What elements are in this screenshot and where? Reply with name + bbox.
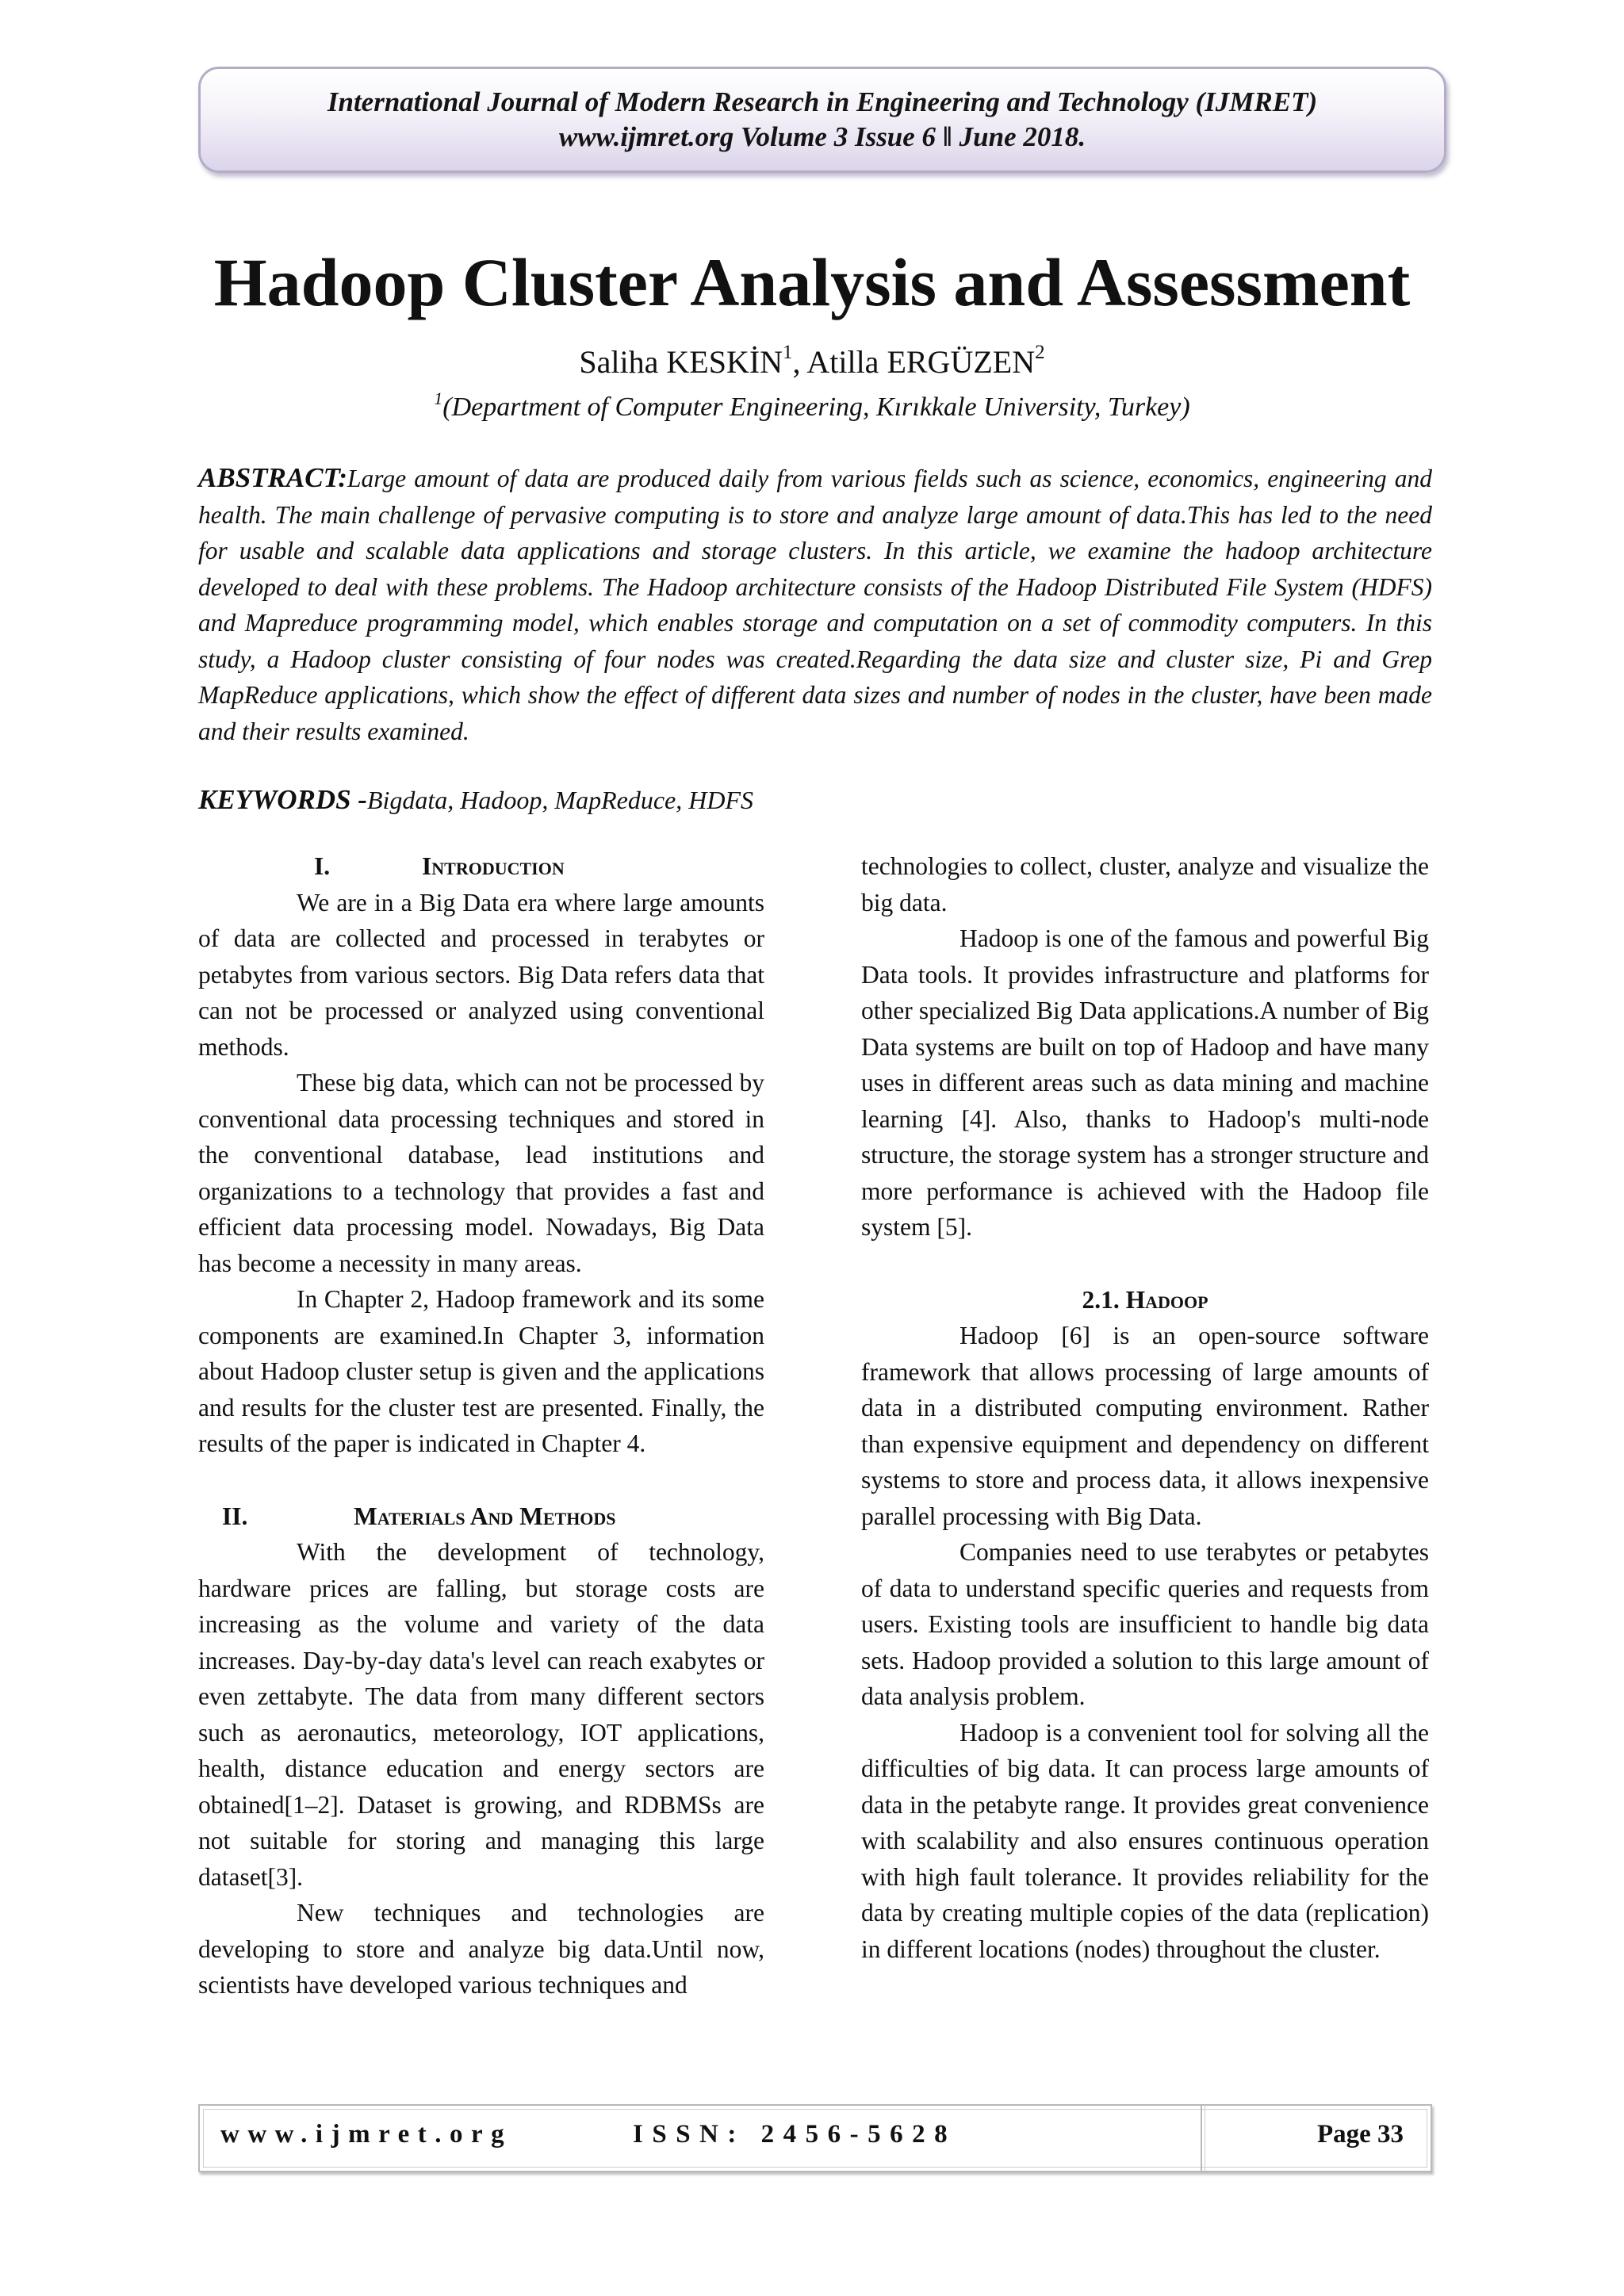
- author-2-affil-mark: 2: [1035, 342, 1045, 363]
- section-heading-materials-methods: [198, 1498, 764, 1535]
- paragraph: Hadoop [6] is an open-source software framework that allows processing of large amounts of data in a distributed computing environment. Rather than expensive equipment and dependency on different systems to store and process data, it allows inexpensive parallel processing with Big Data.: [861, 1322, 1429, 1530]
- footer-website: www.ijmret.org: [220, 2120, 513, 2149]
- spacer: [861, 1246, 1429, 1282]
- paragraph: These big data, which can not be processed by conventional data processing techniques and stored in the conventional database, lead institutions and organizations to a technology that provides a fast and efficient data processing model. Nowadays, Big Data has become a necessity in many areas.: [198, 1069, 764, 1277]
- keywords-label: KEYWORDS -: [198, 784, 367, 815]
- left-column: [198, 848, 764, 2003]
- affiliation-mark: 1: [434, 388, 443, 408]
- section-number: II.: [222, 1502, 248, 1530]
- paragraph: Hadoop is a convenient tool for solving all the difficulties of big data. It can process large amounts of data in the petabyte range. It provides great convenience with scalability and also ensures continuous operation with high fault tolerance. It provides reliability for the data by creating multiple copies of the data (replication) in different locations (nodes) throughout the cluster.: [861, 1718, 1429, 1963]
- journal-header-banner: [198, 67, 1446, 173]
- section-heading-introduction: [198, 848, 764, 885]
- footer-issn: ISSN: 2456-5628: [633, 2120, 957, 2149]
- paragraph: In Chapter 2, Hadoop framework and its some components are examined.In Chapter 3, information about Hadoop cluster setup is given and the applications and results for the cluster test are presented. Finally, the results of the paper is indicated in Chapter 4.: [198, 1285, 764, 1457]
- journal-name: International Journal of Modern Research in Engineering and Technology (IJMRET): [327, 86, 1318, 117]
- spacer: [198, 1462, 764, 1498]
- abstract-text: Large amount of data are produced daily from various fields such as science, economics, engineering and health. The main challenge of pervasive computing is to store and analyze large amount of data.This has led to the need for usable and scalable data applications and storage clusters. In this article, we examine the hadoop architecture developed to deal with these problems. The Hadoop architecture consists of the Hadoop Distributed File System (HDFS) and Mapreduce programming model, which enables storage and computation on a set of commodity computers. In this study, a Hadoop cluster consisting of four nodes was created.Regarding the data size and cluster size, Pi and Grep MapReduce applications, which show the effect of different data sizes and number of nodes in the cluster, have been made and their results examined.: [198, 465, 1432, 745]
- affiliation-text: (Department of Computer Engineering, Kırıkkale University, Turkey): [442, 392, 1190, 422]
- author-separator: ,: [792, 344, 807, 380]
- paper-title: Hadoop Cluster Analysis and Assessment: [213, 244, 1411, 320]
- paragraph: With the development of technology, hardware prices are falling, but storage costs are increasing as the volume and variety of the data increases. Day-by-day data's level can reach exabytes or even zettabyte. The data from many different sectors such as aeronautics, meteorology, IOT applications, health, distance education and energy sectors are obtained[1–2]. Dataset is growing, and RDBMSs are not suitable for storing and managing this large dataset[3].: [198, 1538, 764, 1891]
- section-number: I.: [314, 852, 331, 880]
- abstract-label: ABSTRACT:: [198, 462, 348, 493]
- footer-divider: [1201, 2106, 1205, 2171]
- section-title: Materials And Methods: [354, 1502, 616, 1530]
- paragraph: New techniques and technologies are developing to store and analyze big data.Until now, scientists have developed various techniques and: [198, 1899, 764, 1999]
- keywords: [198, 782, 1432, 818]
- paragraph: We are in a Big Data era where large amounts of data are collected and processed in terabytes or petabytes from various sectors. Big Data refers data that can not be processed or analyzed using conventional methods.: [198, 888, 764, 1061]
- author-2: Atilla ERGÜZEN: [806, 344, 1036, 380]
- footer-page-number: Page 33: [1316, 2120, 1404, 2149]
- abstract: [198, 460, 1432, 749]
- section-title: Introduction: [422, 852, 565, 880]
- paragraph: Hadoop is one of the famous and powerful Big Data tools. It provides infrastructure and platforms for other specialized Big Data applications.A number of Big Data systems are built on top of Hadoop and have many uses in different areas such as data mining and machine learning [4]. Also, thanks to Hadoop's multi-node structure, the storage system has a stronger structure and more performance is achieved with the Hadoop file system [5].: [861, 924, 1429, 1241]
- paragraph: technologies to collect, cluster, analyze and visualize the big data.: [861, 852, 1429, 916]
- keywords-text: Bigdata, Hadoop, MapReduce, HDFS: [366, 786, 753, 814]
- authors-line: [0, 342, 1624, 382]
- subsection-heading-hadoop: 2.1. Hadoop: [1082, 1285, 1208, 1314]
- journal-issue-line: www.ijmret.org Volume 3 Issue 6 ǁ June 2018.: [558, 121, 1086, 152]
- author-1-affil-mark: 1: [783, 342, 793, 363]
- right-column: [861, 848, 1429, 1967]
- author-1: Saliha KESKİN: [579, 344, 783, 380]
- page-footer: [198, 2104, 1432, 2172]
- affiliation-line: [0, 390, 1624, 425]
- paragraph: Companies need to use terabytes or petabytes of data to understand specific queries and requests from users. Existing tools are insufficient to handle big data sets. Hadoop provided a solution to this large amount of data analysis problem.: [861, 1538, 1429, 1710]
